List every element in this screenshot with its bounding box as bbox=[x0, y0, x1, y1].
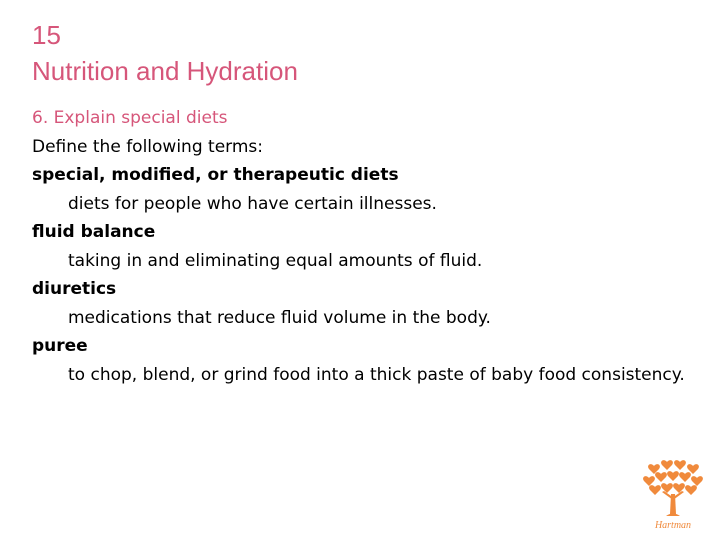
learning-objective: 6. Explain special diets bbox=[32, 108, 228, 128]
definition-diuretics: medications that reduce fluid volume in the body. bbox=[68, 307, 491, 328]
term-fluid-balance: fluid balance bbox=[32, 222, 156, 242]
logo-wordmark: Hartman bbox=[654, 520, 692, 531]
term-diuretics: diuretics bbox=[32, 279, 117, 299]
tree-of-hearts-icon bbox=[640, 456, 706, 532]
definition-fluid-balance: taking in and eliminating equal amounts of fluid. bbox=[68, 250, 483, 271]
definition-puree: to chop, blend, or grind food into a thick paste of baby food consistency. bbox=[68, 364, 685, 385]
term-puree: puree bbox=[32, 336, 88, 356]
slide-content bbox=[32, 104, 692, 389]
definition-special-diets: diets for people who have certain illnesses. bbox=[68, 193, 437, 214]
chapter-number: 15 bbox=[32, 20, 61, 50]
chapter-title: Nutrition and Hydration bbox=[32, 56, 298, 86]
term-special-diets: special, modified, or therapeutic diets bbox=[32, 165, 399, 185]
publisher-logo bbox=[640, 456, 706, 532]
intro-text: Define the following terms: bbox=[32, 136, 263, 157]
